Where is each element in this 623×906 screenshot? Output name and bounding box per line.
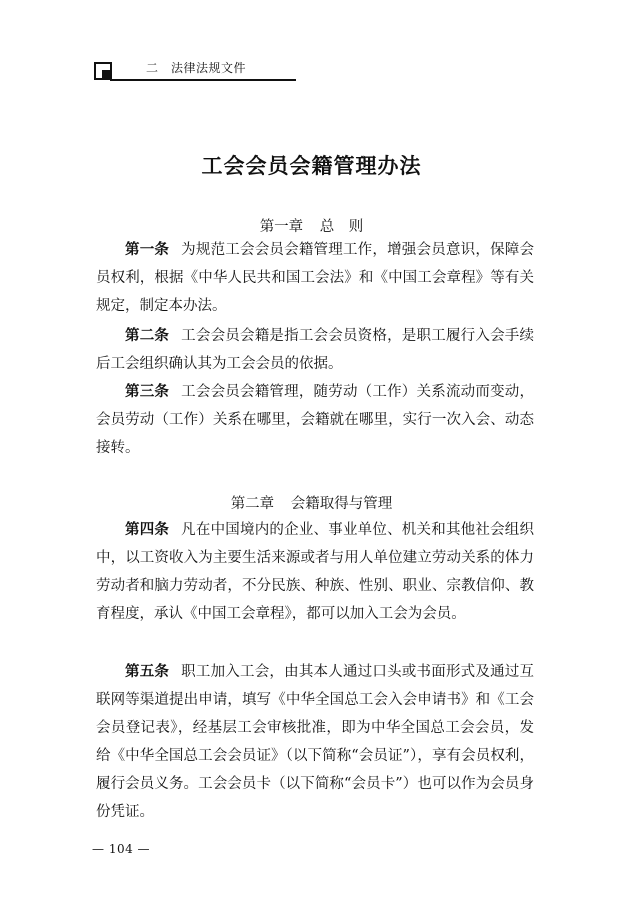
chapter-name: 会籍取得与管理 xyxy=(290,496,393,512)
chapter-heading-2 xyxy=(0,493,623,515)
header-rule xyxy=(110,79,296,81)
article-label: 第五条 xyxy=(125,664,170,680)
chapter-heading-1 xyxy=(0,216,623,238)
article-paragraph xyxy=(96,516,534,628)
running-header xyxy=(92,60,296,84)
article-text: 为规范工会会员会籍管理工作，增强会员意识，保障会员权利，根据《中华人民共和国工会法》和《中国工会章程》等有关规定，制定本办法。 xyxy=(96,242,535,314)
article-paragraph xyxy=(96,378,534,462)
article-paragraph xyxy=(96,236,534,320)
header-section-title: 二 法律法规文件 xyxy=(146,61,247,75)
article-label: 第一条 xyxy=(125,242,170,258)
article-label: 第二条 xyxy=(125,328,170,344)
document-title: 工会会员会籍管理办法 xyxy=(201,153,422,178)
page-number: — 104 — xyxy=(92,842,151,856)
article-paragraph xyxy=(96,658,534,826)
article-text: 凡在中国境内的企业、事业单位、机关和其他社会组织中，以工资收入为主要生活来源或者与用人单位建立劳动关系的体力劳动者和脑力劳动者，不分民族、种族、性别、职业、宗教信仰、教育程度，承认《中国工会章程》，都可以加入工会为会员。 xyxy=(96,522,535,622)
chapter-number: 第一章 xyxy=(259,219,304,235)
article-text: 工会会员会籍是指工会会员资格，是职工履行入会手续后工会组织确认其为工会会员的依据。 xyxy=(96,328,535,372)
article-text: 工会会员会籍管理，随劳动（工作）关系流动而变动，会员劳动（工作）关系在哪里，会籍就在哪里，实行一次入会、动态接转。 xyxy=(96,384,535,456)
chapter-name: 总 则 xyxy=(319,219,364,235)
article-paragraph xyxy=(96,322,534,378)
chapter-number: 第二章 xyxy=(230,496,275,512)
article-text: 职工加入工会，由其本人通过口头或书面形式及通过互联网等渠道提出申请，填写《中华全国总工会入会申请书》和《工会会员登记表》，经基层工会审核批准，即为中华全国总工会会员，发给《中华全国总工会会员证》（以下简称“会员证”），享有会员权利，履行会员义务。工会会员卡（以下简称“会员卡”）也可以作为会员身份凭证。 xyxy=(96,664,535,820)
article-label: 第三条 xyxy=(125,384,170,400)
article-label: 第四条 xyxy=(125,522,170,538)
